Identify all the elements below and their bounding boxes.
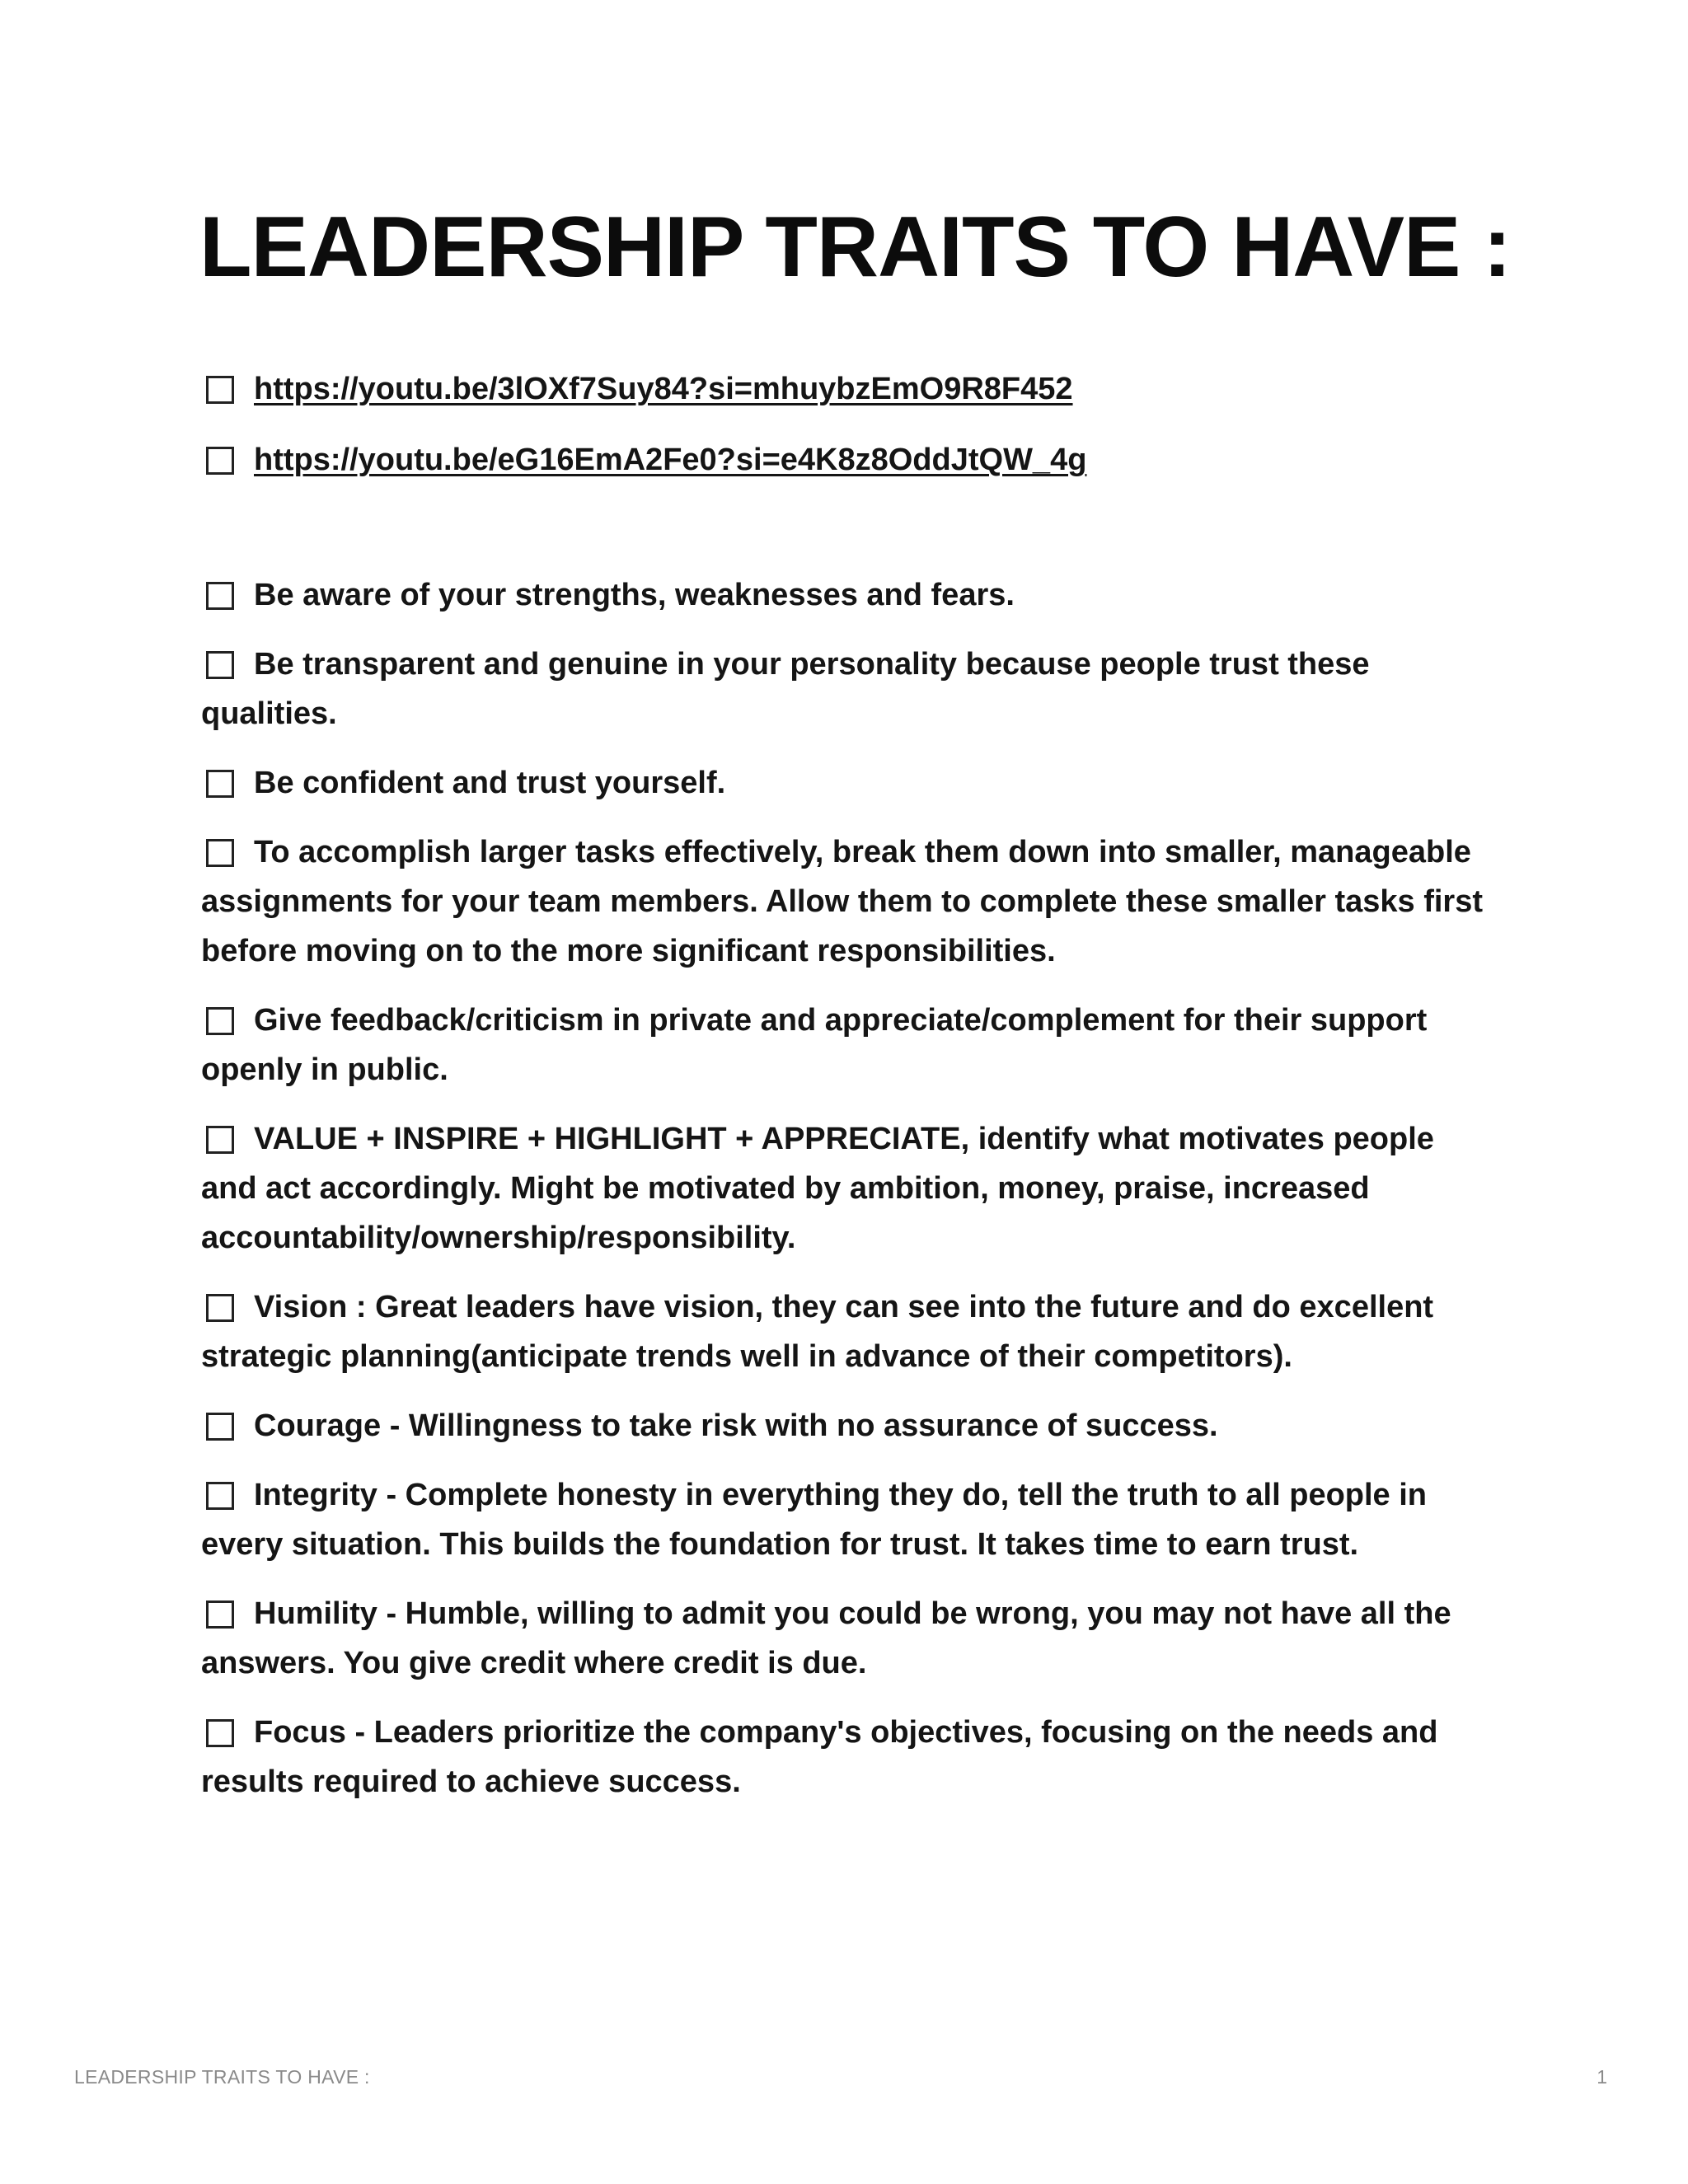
checkbox[interactable] xyxy=(206,1719,234,1747)
page-number: 1 xyxy=(1597,2066,1607,2088)
checklist-item-text: Give feedback/criticism in private and appreciate/complement for their support openly in public. xyxy=(201,1003,1428,1087)
link-checklist xyxy=(201,364,1487,506)
checklist-row xyxy=(201,570,1495,620)
checklist-row xyxy=(201,1282,1495,1381)
checklist-item-text: Be transparent and genuine in your personality because people trust these qualities. xyxy=(201,647,1370,731)
checkbox[interactable] xyxy=(206,839,234,867)
checkbox[interactable] xyxy=(206,770,234,798)
checklist-item-text: Be confident and trust yourself. xyxy=(254,766,726,800)
checkbox[interactable] xyxy=(206,376,234,404)
checklist-row xyxy=(201,1401,1495,1451)
checklist-row xyxy=(201,996,1495,1094)
checkbox[interactable] xyxy=(206,582,234,610)
checkbox[interactable] xyxy=(206,1126,234,1154)
traits-checklist xyxy=(201,570,1495,1826)
checklist-row xyxy=(201,1114,1495,1263)
checklist-row xyxy=(201,827,1495,976)
checklist-item-text: Focus - Leaders prioritize the company's objectives, focusing on the needs and results required to achieve success. xyxy=(201,1715,1438,1799)
checklist-row xyxy=(201,1708,1495,1807)
checkbox[interactable] xyxy=(206,447,234,475)
checklist-item-text: Integrity - Complete honesty in everything they do, tell the truth to all people in every situation. This builds the foundation for trust. It takes time to earn trust. xyxy=(201,1478,1428,1562)
youtube-link[interactable]: https://youtu.be/3lOXf7Suy84?si=mhuybzEmO9R8F452 xyxy=(254,372,1073,406)
checkbox[interactable] xyxy=(206,1007,234,1035)
checklist-item-text: Be aware of your strengths, weaknesses and fears. xyxy=(254,578,1015,612)
checkbox[interactable] xyxy=(206,1601,234,1629)
checklist-item-text: VALUE + INSPIRE + HIGHLIGHT + APPRECIATE, identify what motivates people and act accordingly. Might be motivated by ambition, money, praise, increased accountability/ownership/responsibility. xyxy=(201,1122,1434,1255)
checkbox[interactable] xyxy=(206,1294,234,1322)
checklist-item-text: Courage - Willingness to take risk with no assurance of success. xyxy=(254,1408,1218,1443)
footer-title: LEADERSHIP TRAITS TO HAVE : xyxy=(74,2066,370,2088)
checklist-item-text: Vision : Great leaders have vision, they can see into the future and do excellent strategic planning(anticipate trends well in advance of their competitors). xyxy=(201,1290,1434,1374)
checkbox[interactable] xyxy=(206,1482,234,1510)
checklist-row xyxy=(201,1470,1495,1569)
checklist-row-link-1 xyxy=(201,364,1487,414)
checklist-item-text: To accomplish larger tasks effectively, break them down into smaller, manageable assignments for your team members. Allow them to complete these smaller tasks first before moving on to the more significant responsibilities. xyxy=(201,835,1483,968)
checklist-row xyxy=(201,758,1495,808)
checklist-item-text: Humility - Humble, willing to admit you could be wrong, you may not have all the answers. You give credit where credit is due. xyxy=(201,1596,1451,1680)
checkbox[interactable] xyxy=(206,651,234,679)
checklist-row-link-2 xyxy=(201,435,1487,485)
checklist-row xyxy=(201,1589,1495,1688)
page-title: LEADERSHIP TRAITS TO HAVE : xyxy=(199,199,1511,295)
checkbox[interactable] xyxy=(206,1413,234,1441)
youtube-link[interactable]: https://youtu.be/eG16EmA2Fe0?si=e4K8z8OddJtQW_4g xyxy=(254,443,1087,477)
checklist-row xyxy=(201,640,1495,738)
